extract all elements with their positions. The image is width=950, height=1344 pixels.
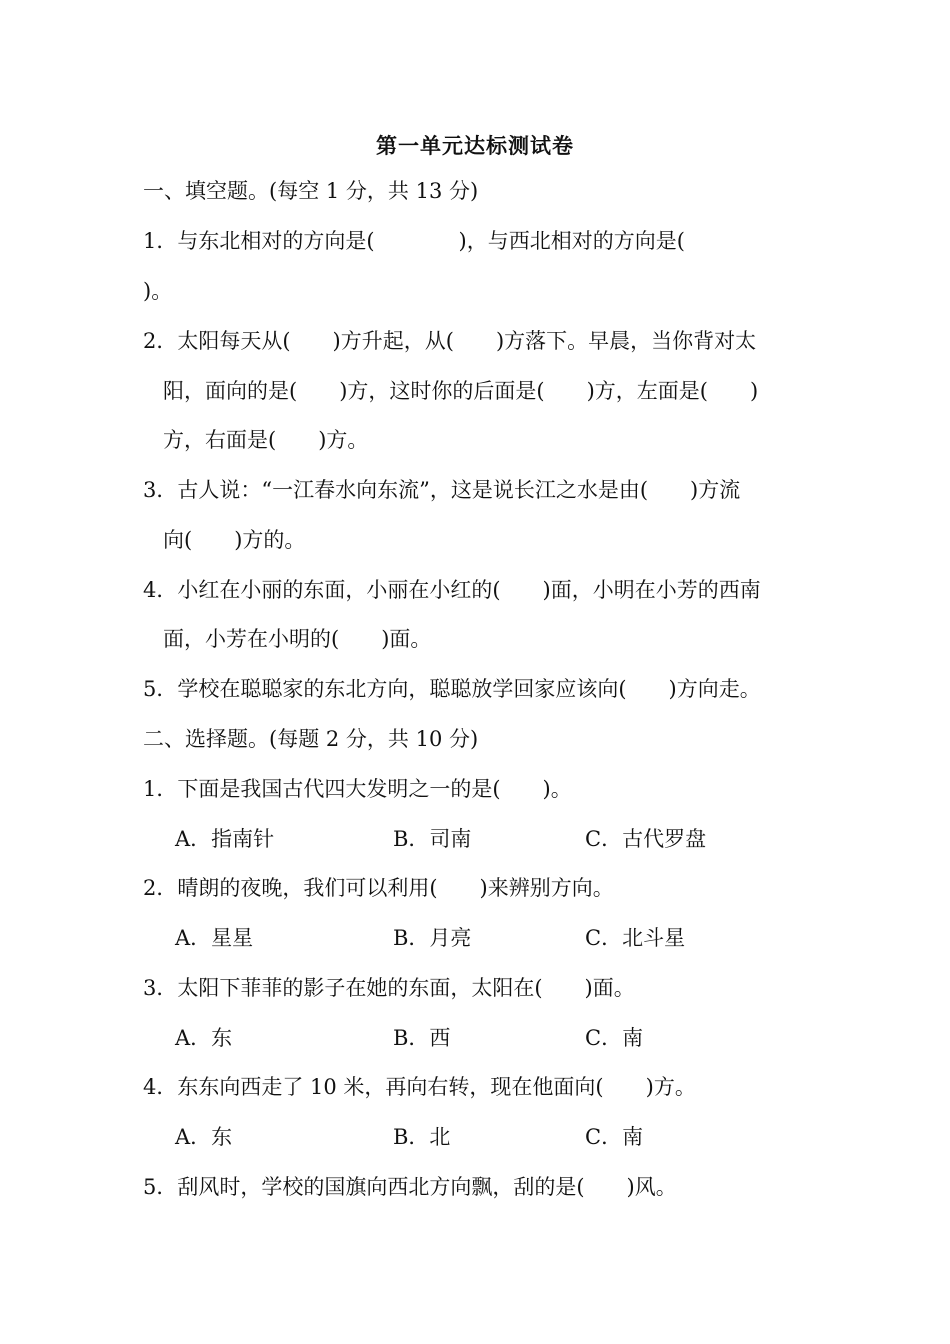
s2-q3-option-b: B．西: [393, 1026, 451, 1050]
section-2-heading: 二、选择题。(每题 2 分，共 10 分): [143, 727, 479, 751]
s2-q5-stem: 5．刮风时，学校的国旗向西北方向飘，刮的是( )风。: [143, 1175, 677, 1199]
s2-q2-option-c: C．北斗星: [585, 926, 686, 950]
s1-q1-line2: )。: [143, 279, 173, 303]
s1-q2-line3: 方，右面是( )方。: [163, 428, 369, 452]
s2-q2-stem: 2．晴朗的夜晚，我们可以利用( )来辨别方向。: [143, 876, 614, 900]
s2-q2-option-b: B．月亮: [393, 926, 472, 950]
s2-q1-option-c: C．古代罗盘: [585, 827, 707, 851]
s1-q2-line2: 阳，面向的是( )方，这时你的后面是( )方，左面是( ): [163, 379, 759, 403]
s2-q3-option-c: C．南: [585, 1026, 644, 1050]
s1-q3-line1: 3．古人说：“一江春水向东流”，这是说长江之水是由( )方流: [143, 478, 741, 502]
s1-q4-line1: 4．小红在小丽的东面，小丽在小红的( )面，小明在小芳的西南: [143, 578, 761, 602]
s1-q1-line1: 1．与东北相对的方向是( )，与西北相对的方向是(: [143, 229, 685, 253]
s2-q1-option-b: B．司南: [393, 827, 472, 851]
s2-q3-stem: 3．太阳下菲菲的影子在她的东面，太阳在( )面。: [143, 976, 635, 1000]
s1-q3-line2: 向( )方的。: [163, 528, 306, 552]
s1-q5-line1: 5．学校在聪聪家的东北方向，聪聪放学回家应该向( )方向走。: [143, 677, 761, 701]
s2-q4-stem: 4．东东向西走了 10 米，再向右转，现在他面向( )方。: [143, 1075, 696, 1099]
s2-q2-option-a: A．星星: [175, 926, 254, 950]
s2-q1-option-a: A．指南针: [175, 827, 275, 851]
exam-title: 第一单元达标测试卷: [376, 133, 574, 158]
s2-q3-option-a: A．东: [175, 1026, 233, 1050]
s2-q4-option-a: A．东: [175, 1125, 233, 1149]
s1-q4-line2: 面，小芳在小明的( )面。: [163, 627, 432, 651]
s2-q4-option-b: B．北: [393, 1125, 451, 1149]
s2-q4-option-c: C．南: [585, 1125, 644, 1149]
s2-q1-stem: 1．下面是我国古代四大发明之一的是( )。: [143, 777, 572, 801]
s1-q2-line1: 2．太阳每天从( )方升起，从( )方落下。早晨，当你背对太: [143, 329, 757, 353]
section-1-heading: 一、填空题。(每空 1 分，共 13 分): [143, 179, 479, 203]
